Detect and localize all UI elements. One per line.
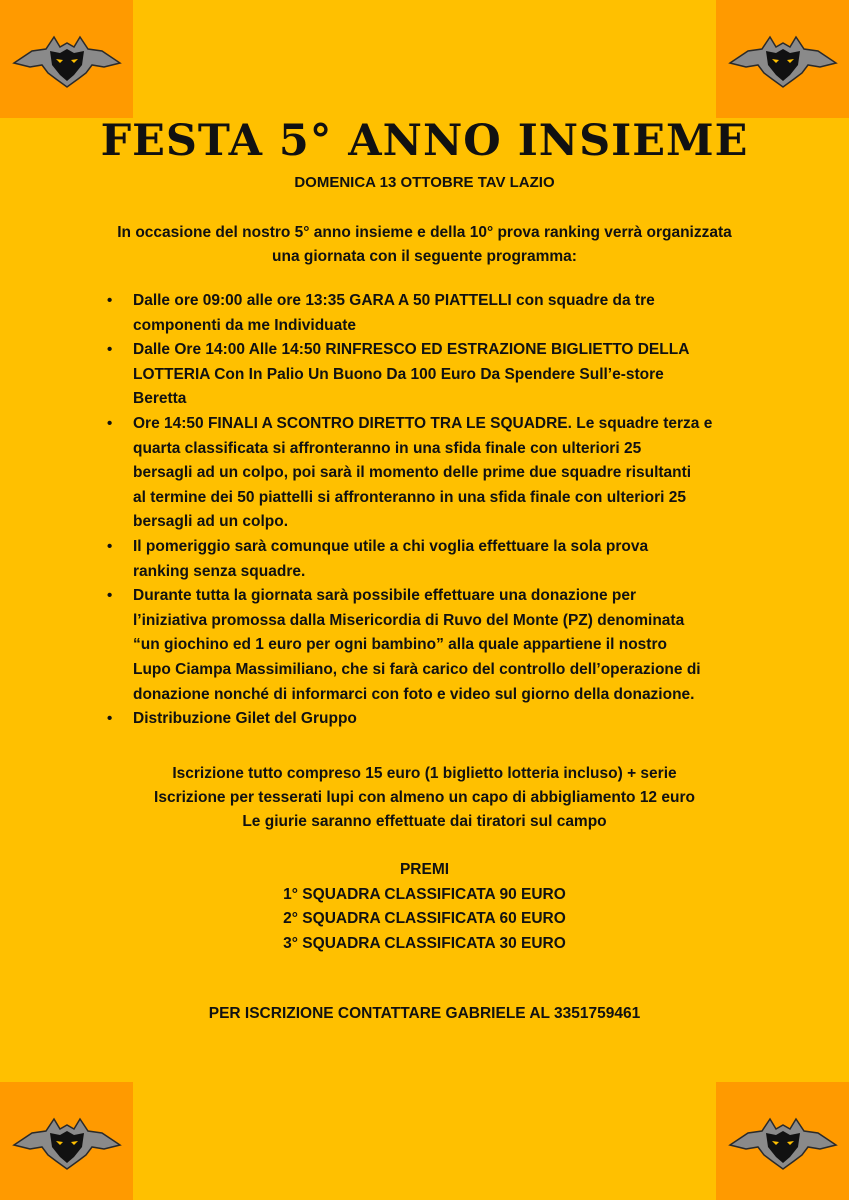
fee-line: Iscrizione tutto compreso 15 euro (1 biglietto lotteria incluso) + serie bbox=[172, 765, 677, 782]
wolf-logo-icon bbox=[12, 29, 122, 89]
prize-item: 3° SQUADRA CLASSIFICATA 30 EURO bbox=[283, 934, 566, 952]
program-item: • Durante tutta la giornata sarà possibile effettuare una donazione per l’iniziativa promossa dalla Misericordia di Ruvo del Monte (PZ) denominata “un giochino ed 1 euro per ogni bambino” alla quale appartiene il nostro Lupo Ciampa Massimiliano, che si farà carico del controllo dell’operazione di donazione nonché di informarci con foto e video sul giorno della donazione. bbox=[107, 587, 701, 703]
contact-info: PER ISCRIZIONE CONTATTARE GABRIELE AL 3351759461 bbox=[208, 1005, 641, 1022]
fee-line: Le giurie saranno effettuate dai tiratori sul campo bbox=[242, 813, 607, 830]
intro-text bbox=[70, 221, 779, 269]
wolf-logo-icon bbox=[728, 29, 838, 89]
program-item: • Ore 14:50 FINALI A SCONTRO DIRETTO TRA LE SQUADRE. Le squadre terza e quarta classificata si affronteranno in una sfida finale con ulteriori 25 bersagli ad un colpo, poi sarà il momento delle prime due squadre risultanti al termine dei 50 piattelli si affronteranno in una sfida finale con ulteriori 25 bersagli ad un colpo. bbox=[107, 414, 713, 531]
intro-line: una giornata con il seguente programma: bbox=[272, 248, 577, 265]
page-title: FESTA 5° ANNO INSIEME bbox=[100, 116, 749, 166]
fees-section bbox=[0, 762, 849, 834]
corner-bottom-left bbox=[0, 1082, 133, 1200]
intro-line: In occasione del nostro 5° anno insieme e della 10° prova ranking verrà organizzata bbox=[117, 224, 732, 241]
program-item: • Dalle ore 09:00 alle ore 13:35 GARA A 50 PIATTELLI con squadre da tre componenti da me Individuate bbox=[107, 292, 655, 334]
corner-bottom-right bbox=[716, 1082, 849, 1200]
corner-top-right bbox=[716, 0, 849, 118]
prizes-heading: PREMI bbox=[399, 861, 450, 878]
event-date: DOMENICA 13 OTTOBRE TAV LAZIO bbox=[294, 174, 555, 191]
corner-top-left bbox=[0, 0, 133, 118]
program-item: • Il pomeriggio sarà comunque utile a chi voglia effettuare la sola prova ranking senza squadre. bbox=[107, 537, 649, 580]
prizes-section bbox=[0, 858, 849, 956]
fee-line: Iscrizione per tesserati lupi con almeno un capo di abbigliamento 12 euro bbox=[154, 789, 695, 806]
wolf-logo-icon bbox=[12, 1111, 122, 1171]
wolf-logo-icon bbox=[728, 1111, 838, 1171]
prize-item: 2° SQUADRA CLASSIFICATA 60 EURO bbox=[283, 910, 566, 927]
prize-item: 1° SQUADRA CLASSIFICATA 90 EURO bbox=[283, 885, 566, 903]
program-list bbox=[105, 289, 765, 732]
program-item: • Dalle Ore 14:00 Alle 14:50 RINFRESCO ED ESTRAZIONE BIGLIETTO DELLA LOTTERIA Con In Palio Un Buono Da 100 Euro Da Spendere Sull’e-store Beretta bbox=[107, 341, 690, 408]
program-item: • Distribuzione Gilet del Gruppo bbox=[107, 710, 357, 728]
